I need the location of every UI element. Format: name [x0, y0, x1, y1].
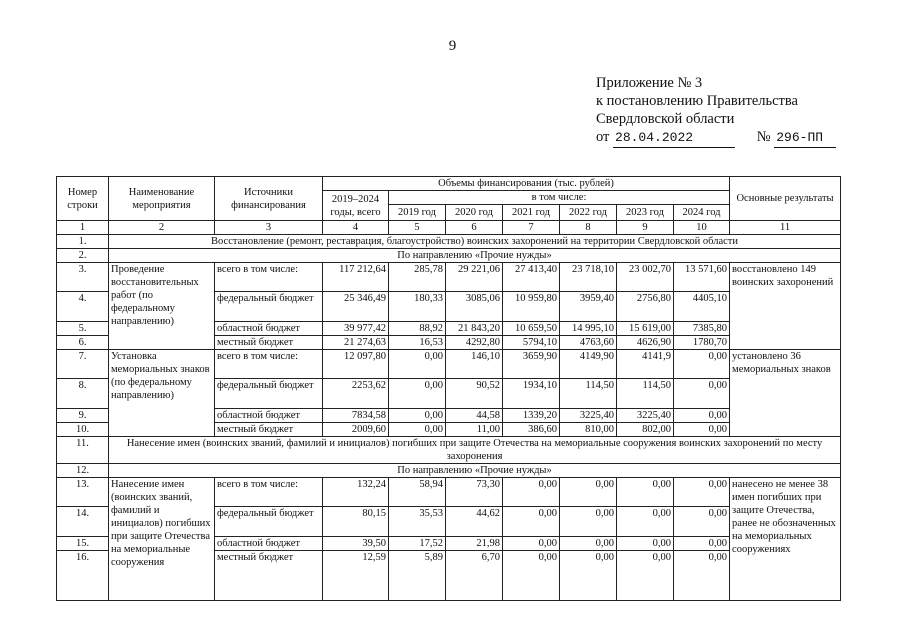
section-title: Восстановление (ремонт, реставрация, благоустройство) воинских захоронений на территории Свердловской области [109, 235, 841, 249]
value-year: 10 659,50 [503, 322, 560, 336]
value-year: 4626,90 [617, 336, 674, 350]
header-results: Основные результаты [730, 177, 841, 221]
funding-source: федеральный бюджет [215, 379, 323, 409]
value-year: 0,00 [389, 409, 446, 423]
header-year: 2024 год [674, 205, 730, 221]
header-row-number: Номер строки [57, 177, 109, 221]
table-row [57, 478, 841, 507]
funding-source: федеральный бюджет [215, 507, 323, 537]
value-year: 114,50 [560, 379, 617, 409]
value-year: 0,00 [503, 507, 560, 537]
value-year: 5,89 [389, 551, 446, 601]
value-year: 285,78 [389, 263, 446, 292]
row-number: 1. [57, 235, 109, 249]
value-year: 0,00 [674, 379, 730, 409]
value-year: 4405,10 [674, 292, 730, 322]
value-year: 810,00 [560, 423, 617, 437]
financing-table [56, 176, 841, 601]
main-result: восстановлено 149 воинских захоронений [730, 263, 841, 350]
header-year: 2019 год [389, 205, 446, 221]
column-number: 4 [323, 221, 389, 235]
header-source: Источники финансирования [215, 177, 323, 221]
value-year: 802,00 [617, 423, 674, 437]
decree-number: 296-ПП [774, 129, 836, 148]
value-year: 0,00 [617, 478, 674, 507]
funding-source: местный бюджет [215, 551, 323, 601]
value-year: 0,00 [674, 478, 730, 507]
column-number: 2 [109, 221, 215, 235]
value-year: 0,00 [674, 350, 730, 379]
header-volumes: Объемы финансирования (тыс. рублей) [323, 177, 730, 191]
date-prefix: от [596, 129, 610, 145]
value-year: 3959,40 [560, 292, 617, 322]
value-year: 0,00 [389, 350, 446, 379]
value-year: 4763,60 [560, 336, 617, 350]
value-total: 80,15 [323, 507, 389, 537]
appendix-subtitle: к постановлению Правительства [596, 93, 798, 109]
value-year: 29 221,06 [446, 263, 503, 292]
value-year: 16,53 [389, 336, 446, 350]
value-total: 12 097,80 [323, 350, 389, 379]
row-number: 4. [57, 292, 109, 322]
value-year: 3659,90 [503, 350, 560, 379]
header-year: 2023 год [617, 205, 674, 221]
value-year: 5794,10 [503, 336, 560, 350]
value-year: 4292,80 [446, 336, 503, 350]
column-number: 1 [57, 221, 109, 235]
activity-name: Нанесение имен (воинских званий, фамилий и инициалов) погибших при защите Отечества на мемориальные сооружения [109, 478, 215, 601]
value-year: 58,94 [389, 478, 446, 507]
value-total: 7834,58 [323, 409, 389, 423]
header-year: 2022 год [560, 205, 617, 221]
value-year: 44,62 [446, 507, 503, 537]
value-year: 146,10 [446, 350, 503, 379]
value-total: 21 274,63 [323, 336, 389, 350]
value-year: 21 843,20 [446, 322, 503, 336]
value-total: 117 212,64 [323, 263, 389, 292]
value-total: 132,24 [323, 478, 389, 507]
value-year: 386,60 [503, 423, 560, 437]
funding-source: областной бюджет [215, 322, 323, 336]
value-year: 3225,40 [560, 409, 617, 423]
row-number: 11. [57, 437, 109, 464]
row-number: 9. [57, 409, 109, 423]
column-number: 11 [730, 221, 841, 235]
value-year: 3225,40 [617, 409, 674, 423]
number-prefix: № [756, 129, 771, 145]
appendix-title: Приложение № 3 [596, 75, 703, 91]
row-number: 5. [57, 322, 109, 336]
value-year: 0,00 [503, 551, 560, 601]
value-total: 39 977,42 [323, 322, 389, 336]
row-number: 13. [57, 478, 109, 507]
value-year: 0,00 [560, 507, 617, 537]
row-number: 12. [57, 464, 109, 478]
value-year: 0,00 [560, 537, 617, 551]
value-year: 13 571,60 [674, 263, 730, 292]
column-number: 8 [560, 221, 617, 235]
value-year: 4149,90 [560, 350, 617, 379]
header-name: Наименование мероприятия [109, 177, 215, 221]
funding-source: всего в том числе: [215, 350, 323, 379]
header-year: 2020 год [446, 205, 503, 221]
page-number: 9 [448, 38, 457, 54]
section-title: Нанесение имен (воинских званий, фамилий и инициалов) погибших при защите Отечества на мемориальные сооружения воинских захоронений по месту захоронения [109, 437, 841, 464]
value-year: 14 995,10 [560, 322, 617, 336]
value-year: 0,00 [389, 379, 446, 409]
value-year: 35,53 [389, 507, 446, 537]
column-number: 9 [617, 221, 674, 235]
value-total: 12,59 [323, 551, 389, 601]
row-number: 7. [57, 350, 109, 379]
value-total: 2253,62 [323, 379, 389, 409]
value-year: 23 718,10 [560, 263, 617, 292]
value-year: 7385,80 [674, 322, 730, 336]
column-number: 3 [215, 221, 323, 235]
value-year: 0,00 [617, 507, 674, 537]
value-year: 0,00 [560, 551, 617, 601]
value-year: 90,52 [446, 379, 503, 409]
column-number: 10 [674, 221, 730, 235]
funding-source: всего в том числе: [215, 263, 323, 292]
column-number: 5 [389, 221, 446, 235]
row-number: 3. [57, 263, 109, 292]
activity-name: Проведение восстановительных работ (по федеральному направлению) [109, 263, 215, 350]
value-year: 0,00 [503, 537, 560, 551]
main-result: установлено 36 мемориальных знаков [730, 350, 841, 437]
value-total: 25 346,49 [323, 292, 389, 322]
value-year: 0,00 [503, 478, 560, 507]
table-row [57, 263, 841, 292]
value-total: 2009,60 [323, 423, 389, 437]
value-year: 10 959,80 [503, 292, 560, 322]
funding-source: областной бюджет [215, 537, 323, 551]
header-including: в том числе: [389, 191, 730, 205]
value-year: 15 619,00 [617, 322, 674, 336]
value-year: 1934,10 [503, 379, 560, 409]
value-year: 27 413,40 [503, 263, 560, 292]
value-year: 114,50 [617, 379, 674, 409]
value-year: 0,00 [560, 478, 617, 507]
table-row [57, 350, 841, 379]
column-number: 6 [446, 221, 503, 235]
appendix-date-line [596, 128, 836, 148]
activity-name: Установка мемориальных знаков (по федеральному направлению) [109, 350, 215, 437]
row-number: 15. [57, 537, 109, 551]
row-number: 8. [57, 379, 109, 409]
header-year: 2021 год [503, 205, 560, 221]
value-year: 180,33 [389, 292, 446, 322]
value-year: 44,58 [446, 409, 503, 423]
value-year: 23 002,70 [617, 263, 674, 292]
section-subtitle: По направлению «Прочие нужды» [109, 464, 841, 478]
value-year: 3085,06 [446, 292, 503, 322]
value-year: 1339,20 [503, 409, 560, 423]
row-number: 16. [57, 551, 109, 601]
value-year: 0,00 [674, 537, 730, 551]
value-year: 0,00 [674, 409, 730, 423]
value-total: 39,50 [323, 537, 389, 551]
column-number: 7 [503, 221, 560, 235]
funding-source: областной бюджет [215, 409, 323, 423]
value-year: 0,00 [617, 551, 674, 601]
funding-source: всего в том числе: [215, 478, 323, 507]
row-number: 2. [57, 249, 109, 263]
main-result: нанесено не менее 38 имен погибших при защите Отечества, ранее не обозначенных на мемориальных сооружениях [730, 478, 841, 601]
value-year: 88,92 [389, 322, 446, 336]
row-number: 10. [57, 423, 109, 437]
funding-source: местный бюджет [215, 336, 323, 350]
header-total: 2019–2024 годы, всего [323, 191, 389, 221]
value-year: 0,00 [389, 423, 446, 437]
appendix-header [596, 74, 836, 148]
value-year: 4141,9 [617, 350, 674, 379]
value-year: 2756,80 [617, 292, 674, 322]
value-year: 0,00 [617, 537, 674, 551]
value-year: 11,00 [446, 423, 503, 437]
row-number: 6. [57, 336, 109, 350]
value-year: 0,00 [674, 423, 730, 437]
value-year: 0,00 [674, 551, 730, 601]
value-year: 21,98 [446, 537, 503, 551]
decree-date: 28.04.2022 [613, 129, 735, 148]
appendix-region: Свердловской области [596, 111, 735, 127]
value-year: 0,00 [674, 507, 730, 537]
value-year: 17,52 [389, 537, 446, 551]
funding-source: федеральный бюджет [215, 292, 323, 322]
value-year: 1780,70 [674, 336, 730, 350]
value-year: 73,30 [446, 478, 503, 507]
funding-source: местный бюджет [215, 423, 323, 437]
row-number: 14. [57, 507, 109, 537]
value-year: 6,70 [446, 551, 503, 601]
section-subtitle: По направлению «Прочие нужды» [109, 249, 841, 263]
